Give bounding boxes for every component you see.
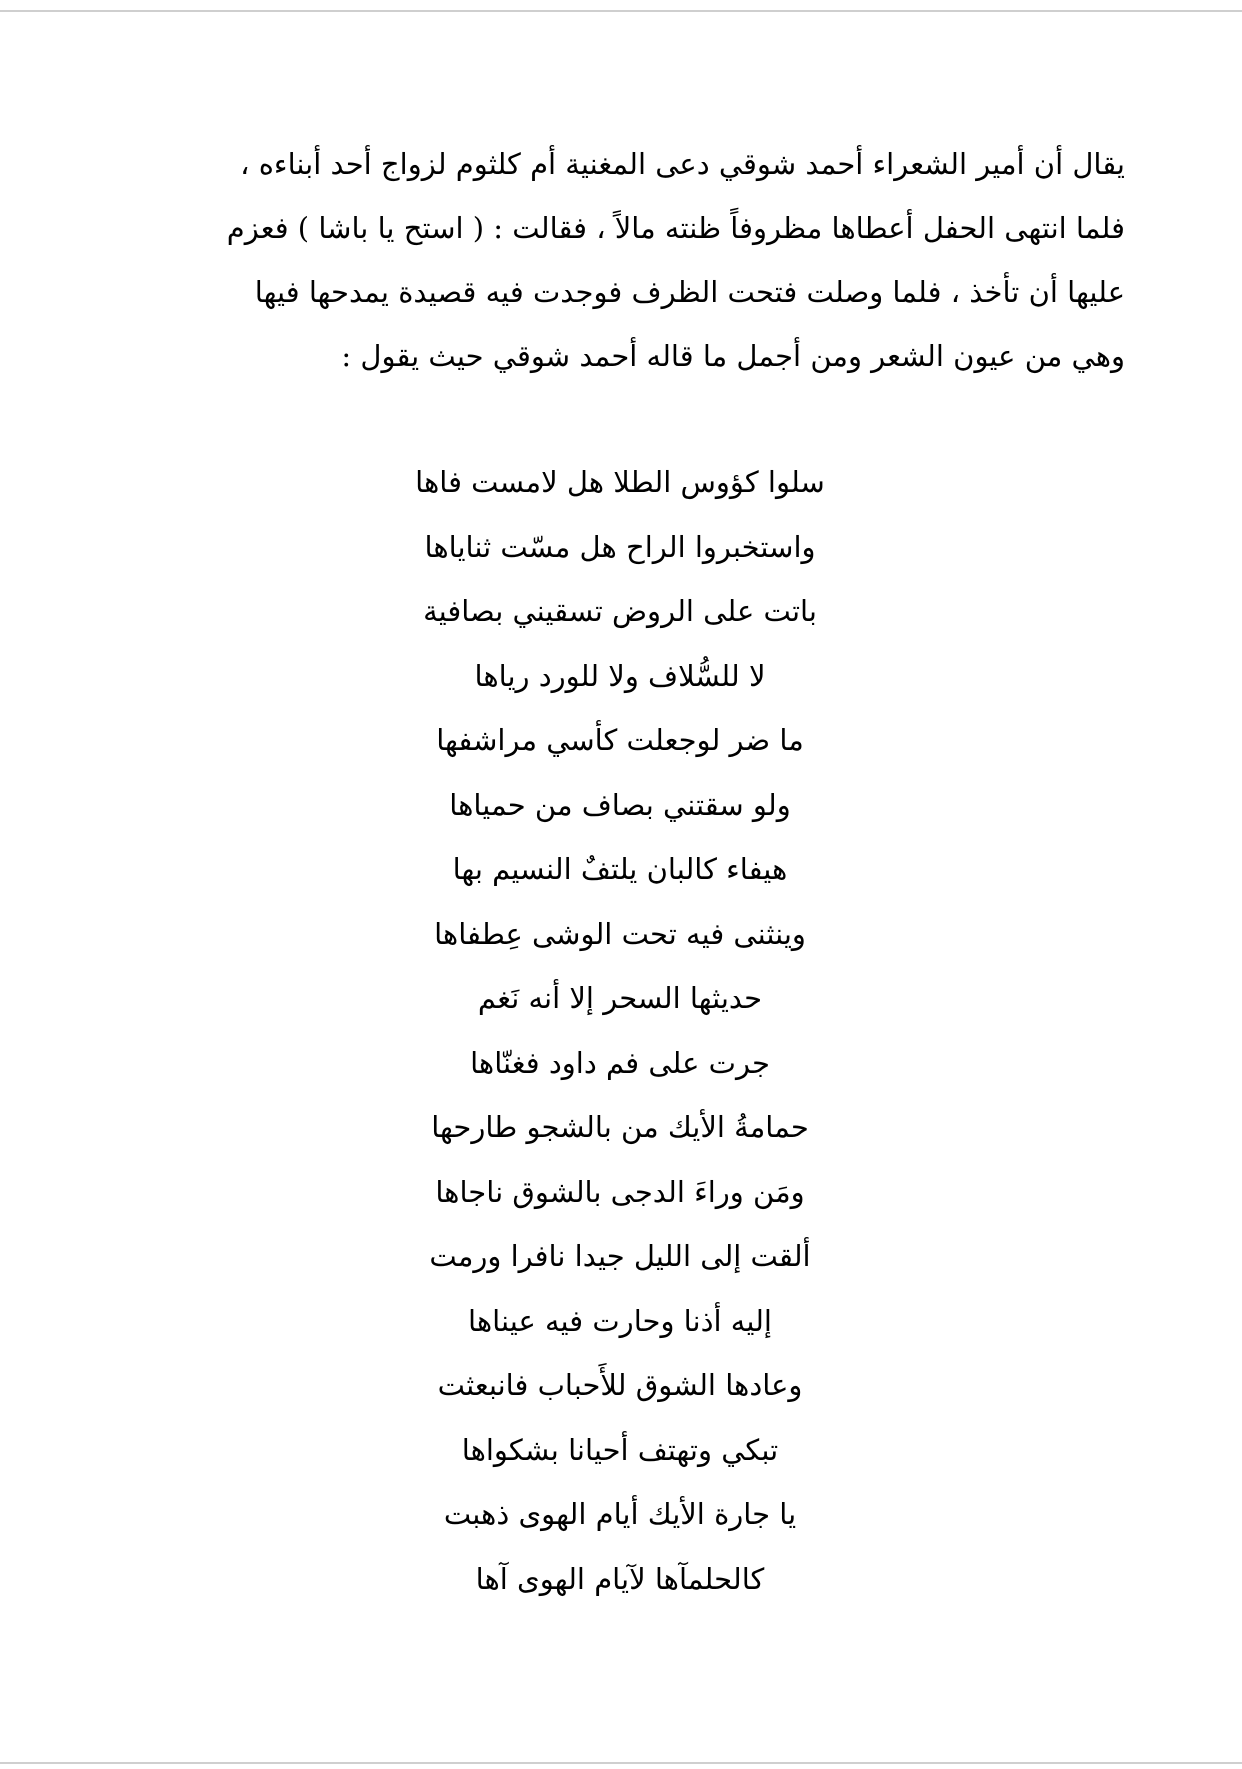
poem-verse: لا للسُّلاف ولا للورد رياها [474,658,766,693]
intro-line: وهي من عيون الشعر ومن أجمل ما قاله أحمد شوقي حيث يقول : [341,339,1125,373]
intro-line: فلما انتهى الحفل أعطاها مظروفاً ظنته مالاً ، فقالت : ( استح يا باشا ) فعزم [226,211,1125,245]
poem-verse: ألقت إلى الليل جيدا نافرا ورمت [429,1239,811,1273]
poem-verse: باتت على الروض تسقيني بصافية [423,594,817,628]
poem-verse: تبكي وتهتف أحيانا بشكواها [461,1432,779,1467]
poem [230,450,1010,1611]
poem-verse: إليه أذنا وحارت فيه عيناها [468,1303,772,1338]
poem-verse: وينثنى فيه تحت الوشى عِطفاها [434,916,806,951]
poem-verse: حديثها السحر إلا أنه نَغم [477,981,763,1015]
poem-verse: سلوا كؤوس الطلا هل لامست فاها [415,465,825,499]
intro-line: يقال أن أمير الشعراء أحمد شوقي دعى المغنية أم كلثوم لزواج أحد أبناءه ، [240,147,1125,181]
top-page-border [0,10,1242,12]
bottom-page-border [0,1762,1242,1764]
poem-verse: جرت على فم داود فغنّاها [470,1045,770,1080]
poem-verse: واستخبروا الراح هل مسّت ثناياها [424,529,816,564]
poem-verse: يا جارة الأيك أيام الهوى ذهبت [443,1497,797,1531]
poem-verse: ما ضر لوجعلت كأسي مراشفها [436,723,804,757]
intro-line: عليها أن تأخذ ، فلما وصلت فتحت الظرف فوجدت فيه قصيدة يمدحها فيها [254,275,1125,309]
poem-verse: وعادها الشوق للأَحباب فانبعثت [437,1368,803,1402]
poem-verse: ولو سقتني بصاف من حمياها [449,787,791,822]
poem-verse: كالحلمآها لآيام الهوى آها [475,1561,765,1596]
intro-paragraph [115,132,1125,388]
poem-verse: ومَن وراءَ الدجى بالشوق ناجاها [435,1174,805,1209]
poem-verse: حمامةُ الأيك من بالشجو طارحها [431,1110,809,1144]
poem-verse: هيفاء كالبان يلتفٌ النسيم بها [452,852,788,886]
